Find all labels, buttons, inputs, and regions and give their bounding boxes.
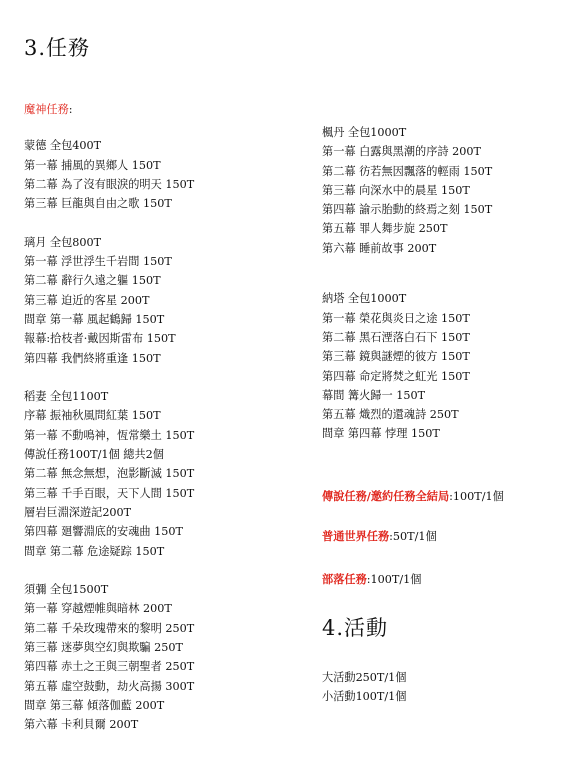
task-line: 間章 第二幕 危途疑踪 150T bbox=[24, 544, 165, 558]
task-line: 間章 第四幕 悖理 150T bbox=[322, 427, 440, 441]
task-line: 傳說任務100T/1個 總共2個 bbox=[24, 448, 164, 462]
group-sumeru bbox=[24, 580, 194, 734]
tribe-task-label: 部落任務 bbox=[322, 572, 367, 586]
group-natlan bbox=[322, 289, 492, 443]
task-line: 第三幕 千手百眼，天下人間 150T bbox=[24, 486, 195, 500]
task-line: 第二幕 辭行久遠之軀 150T bbox=[24, 274, 161, 288]
task-line: 幕間 篝火歸一 150T bbox=[322, 388, 426, 402]
group-inazuma bbox=[24, 387, 194, 561]
task-line: 第一幕 不動鳴神，恆常樂土 150T bbox=[24, 428, 195, 442]
task-line: 第一幕 捕風的異鄉人 150T bbox=[24, 158, 161, 172]
legend-invite-task-label: 傳說任務/邀約任務全結局 bbox=[322, 489, 450, 503]
mojin-title-colon: : bbox=[68, 103, 73, 116]
task-line: 須彌 全包1500T bbox=[24, 583, 109, 597]
task-line: 序幕 振袖秋風問紅葉 150T bbox=[24, 409, 161, 423]
section-4-title: 4.活動 bbox=[322, 616, 389, 640]
task-line: 第二幕 無念無想，泡影斷滅 150T bbox=[24, 467, 195, 481]
task-line: 第三幕 迷夢與空幻與欺騙 250T bbox=[24, 641, 183, 655]
task-line: 第三幕 向深水中的晨星 150T bbox=[322, 183, 470, 197]
task-line: 第四幕 命定將焚之虹光 150T bbox=[322, 369, 470, 383]
task-line: 間章 第三幕 傾落伽藍 200T bbox=[24, 698, 165, 712]
task-line: 第二幕 為了沒有眼淚的明天 150T bbox=[24, 177, 195, 191]
task-line: 第六幕 睡前故事 200T bbox=[322, 241, 437, 255]
task-line: 第三幕 迫近的客星 200T bbox=[24, 293, 150, 307]
left-column bbox=[24, 100, 194, 735]
task-line: 層岩巨淵深遊記200T bbox=[24, 505, 132, 519]
task-line: 蒙德 全包400T bbox=[24, 139, 102, 153]
task-line: 第四幕 我們終將重逢 150T bbox=[24, 351, 161, 365]
events-list bbox=[322, 668, 406, 707]
task-line: 稻妻 全包1100T bbox=[24, 390, 109, 404]
task-line: 報幕:拾枝者·戴因斯雷布 150T bbox=[24, 332, 176, 346]
mojin-title-label: 魔神任務 bbox=[24, 103, 69, 116]
task-line: 第二幕 千朵玫瑰帶來的黎明 250T bbox=[24, 621, 195, 635]
task-line: 第四幕 赤土之王與三朝聖者 250T bbox=[24, 660, 195, 674]
tribe-task-line bbox=[322, 570, 421, 589]
world-task-line bbox=[322, 527, 437, 546]
task-line: 璃月 全包800T bbox=[24, 235, 102, 249]
world-task-label: 普通世界任務 bbox=[322, 529, 390, 543]
tribe-task-value: :100T/1個 bbox=[366, 573, 422, 586]
task-line: 第一幕 白露與黑潮的序詩 200T bbox=[322, 145, 481, 159]
task-line: 第六幕 卡利貝爾 200T bbox=[24, 718, 139, 732]
task-line: 第二幕 黑石湮落白石下 150T bbox=[322, 330, 470, 344]
task-line: 間章 第一幕 風起鶴歸 150T bbox=[24, 312, 165, 326]
legend-invite-task-line bbox=[322, 487, 504, 506]
task-line: 第五幕 熾烈的還魂詩 250T bbox=[322, 408, 459, 422]
task-line: 第四幕 廻響淵底的安魂曲 150T bbox=[24, 525, 183, 539]
task-line: 第一幕 榮花與炎日之途 150T bbox=[322, 311, 470, 325]
world-task-value: :50T/1個 bbox=[389, 530, 437, 543]
task-line: 第三幕 鏡與謎煙的彼方 150T bbox=[322, 350, 470, 364]
task-line: 第一幕 浮世浮生千岩間 150T bbox=[24, 255, 172, 269]
task-line: 第二幕 彷若無因飄落的輕雨 150T bbox=[322, 164, 493, 178]
group-liyue bbox=[24, 233, 194, 368]
task-line: 第五幕 虛空鼓動，劫火高揚 300T bbox=[24, 679, 195, 693]
task-line: 第五幕 罪人舞步旋 250T bbox=[322, 222, 448, 236]
legend-invite-task-value: :100T/1個 bbox=[449, 490, 504, 503]
right-column bbox=[322, 123, 492, 444]
group-mondstadt bbox=[24, 136, 194, 213]
small-event-line: 小活動100T/1個 bbox=[322, 690, 407, 704]
task-line: 第一幕 穿越煙帷與暗林 200T bbox=[24, 602, 172, 616]
task-line: 楓丹 全包1000T bbox=[322, 126, 407, 139]
section-3-title: 3.任務 bbox=[24, 36, 91, 60]
group-fontaine bbox=[322, 123, 492, 258]
task-line: 納塔 全包1000T bbox=[322, 292, 407, 306]
mojin-title bbox=[24, 100, 194, 119]
big-event-line: 大活動250T/1個 bbox=[322, 671, 407, 684]
task-line: 第三幕 巨龍與自由之歌 150T bbox=[24, 197, 172, 211]
task-line: 第四幕 諭示胎動的終焉之刻 150T bbox=[322, 203, 493, 217]
